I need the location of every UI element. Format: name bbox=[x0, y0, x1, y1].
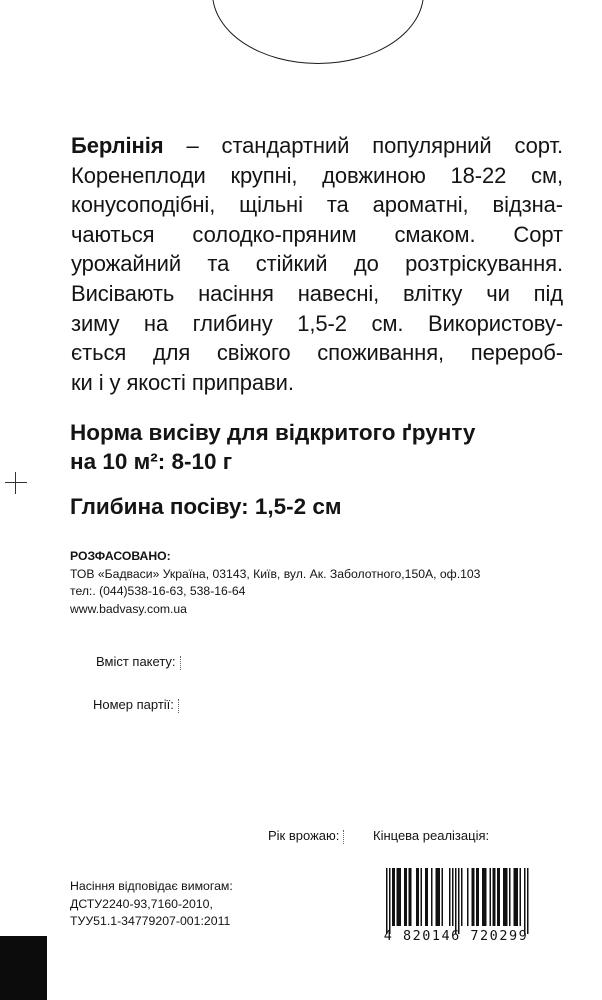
sowing-rate bbox=[70, 418, 562, 476]
package-content-field bbox=[96, 654, 183, 670]
compliance-line: ДСТУ2240-93,7160-2010, bbox=[70, 896, 213, 911]
barcode-bar bbox=[410, 868, 412, 926]
product-description bbox=[71, 131, 563, 397]
barcode-bar bbox=[452, 868, 454, 926]
hang-hole bbox=[212, 0, 424, 64]
barcode-bar bbox=[514, 868, 516, 926]
barcode-bar bbox=[503, 868, 505, 926]
description-line: Коренеплоди крупні, довжиною 18-22 см, bbox=[71, 162, 563, 188]
corner-block bbox=[0, 936, 47, 1000]
description-line: конусоподібні, щільні та ароматні, відзна- bbox=[71, 192, 563, 218]
sowing-rate-line: Норма висіву для відкритого ґрунту bbox=[70, 420, 476, 445]
barcode-bar bbox=[431, 868, 433, 926]
barcode-bar bbox=[484, 868, 486, 926]
batch-number-blank bbox=[178, 699, 181, 713]
barcode-bar bbox=[482, 868, 484, 926]
barcode-bar bbox=[473, 868, 475, 926]
description-line: ки і у якості приправи. bbox=[71, 369, 294, 395]
barcode-bar bbox=[485, 868, 487, 926]
barcode-bar bbox=[404, 868, 406, 926]
barcode-bar bbox=[394, 868, 396, 926]
barcode-bar bbox=[509, 868, 511, 926]
barcode-bar bbox=[392, 868, 394, 926]
packer-heading: РОЗФАСОВАНО: bbox=[70, 549, 171, 563]
barcode-bar bbox=[436, 868, 438, 926]
packer-info bbox=[70, 548, 480, 619]
barcode-bar bbox=[467, 868, 469, 926]
description-line: ється для свіжого споживання, перероб- bbox=[71, 340, 563, 366]
barcode-bar bbox=[398, 868, 400, 926]
sowing-rate-line: на 10 м²: 8-10 г bbox=[70, 449, 233, 474]
batch-number-field bbox=[93, 697, 181, 713]
barcode-bar bbox=[442, 868, 444, 926]
barcode-bar bbox=[476, 868, 478, 926]
harvest-year-field bbox=[268, 828, 346, 844]
barcode-bar bbox=[439, 868, 441, 926]
barcode-bar bbox=[517, 868, 519, 926]
barcode-bar bbox=[494, 868, 496, 926]
package-content-blank bbox=[180, 656, 183, 670]
barcode-bar bbox=[478, 868, 480, 926]
barcode-bar bbox=[437, 868, 439, 926]
description-line: Висівають насіння навесні, влітку чи під bbox=[71, 280, 563, 306]
description-line: – стандартний популярний сорт. bbox=[163, 133, 563, 158]
barcode-bar bbox=[490, 868, 492, 926]
barcode-bar bbox=[524, 868, 526, 934]
barcode-bar bbox=[406, 868, 408, 926]
description-line: зиму на глибину 1,5-2 см. Використову- bbox=[71, 310, 563, 336]
barcode-bar bbox=[386, 868, 388, 934]
barcode-bar bbox=[400, 868, 402, 926]
barcode-bar bbox=[515, 868, 517, 926]
barcode-bar bbox=[505, 868, 507, 926]
compliance-info bbox=[70, 878, 233, 931]
package-content-label: Вміст пакету: bbox=[96, 654, 176, 669]
barcode-bar bbox=[389, 868, 391, 934]
barcode-bar bbox=[472, 868, 474, 926]
barcode-bar bbox=[506, 868, 508, 926]
compliance-line: ТУУ51.1-34779207-001:2011 bbox=[70, 914, 231, 928]
packer-phones: тел:. (044)538-16-63, 538-16-64 bbox=[70, 584, 246, 599]
barcode bbox=[376, 868, 536, 990]
barcode-digits: 4 820146 720299 bbox=[383, 928, 529, 944]
barcode-bar bbox=[416, 868, 418, 926]
barcode-bars bbox=[376, 868, 536, 934]
barcode-bar bbox=[421, 868, 423, 926]
sell-by-label: Кінцева реалізація: bbox=[373, 828, 490, 843]
barcode-bar bbox=[458, 868, 460, 934]
barcode-bar bbox=[520, 868, 522, 926]
barcode-bar bbox=[497, 868, 499, 926]
barcode-bar bbox=[427, 868, 429, 926]
packer-company: ТОВ «Бадваси» Україна, 03143, Київ, вул. Ак. Заболотного,150А, оф.103 bbox=[70, 566, 481, 581]
barcode-bar bbox=[527, 868, 529, 934]
barcode-bar bbox=[449, 868, 451, 926]
barcode-bar bbox=[461, 868, 463, 926]
barcode-bar bbox=[418, 868, 420, 926]
registration-mark bbox=[5, 472, 27, 494]
sowing-depth: Глибина посіву: 1,5-2 см bbox=[70, 494, 342, 519]
batch-number-label: Номер партії: bbox=[93, 697, 174, 712]
packer-website: www.badvasy.com.ua bbox=[70, 602, 187, 617]
harvest-year-blank bbox=[343, 830, 346, 844]
barcode-bar bbox=[499, 868, 501, 926]
product-name: Берлінія bbox=[71, 133, 164, 158]
harvest-year-label: Рік врожаю: bbox=[268, 828, 340, 843]
description-line: чаються солодко-пряним смаком. Сорт bbox=[71, 221, 563, 247]
barcode-bar bbox=[493, 868, 495, 926]
barcode-bar bbox=[397, 868, 399, 926]
description-line: урожайний та стійкий до розтріскування. bbox=[71, 251, 563, 277]
compliance-line: Насіння відповідає вимогам: bbox=[70, 879, 233, 893]
barcode-bar bbox=[409, 868, 411, 926]
barcode-bar bbox=[455, 868, 457, 934]
sell-by-field bbox=[373, 828, 489, 843]
barcode-bar bbox=[425, 868, 427, 926]
